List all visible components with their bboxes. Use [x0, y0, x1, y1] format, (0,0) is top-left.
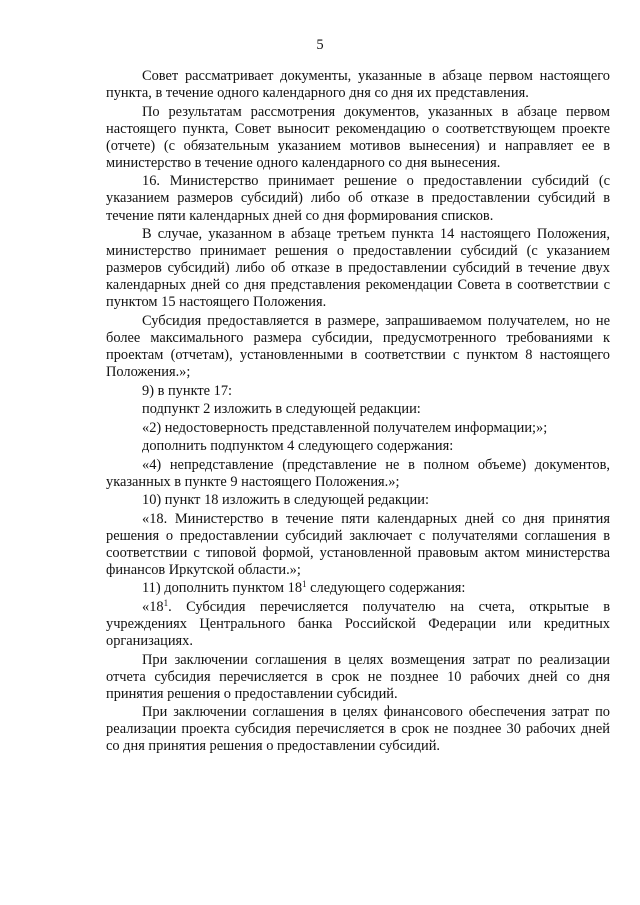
superscript: 1 [302, 579, 307, 590]
paragraph: «4) непредставление (представление не в полном объеме) документов, указанных в пункте 9 настоящего Положения.»; [106, 456, 610, 490]
paragraph: Субсидия предоставляется в размере, запрашиваемом получателем, но не более максимального размера субсидии, предусмотренного требованиями к проектам (отчетам), установленными в соответствии с пунктом 8 настоящего Положения.»; [106, 312, 610, 381]
paragraph: 9) в пункте 17: [142, 382, 233, 399]
paragraph: 10) пункт 18 изложить в следующей редакции: [142, 492, 429, 509]
paragraph-item-11 [106, 580, 610, 597]
paragraph: По результатам рассмотрения документов, указанных в абзаце первом настоящего пункта, Совет выносит рекомендацию о соответствующем проекте (отчете) (с обязательным указанием мотивов вынесения) и направляет ее в министерство в течение одного календарного со дня вынесения. [106, 103, 610, 171]
paragraph: «18. Министерство в течение пяти календарных дней со дня принятия решения о предоставлении субсидий заключает с получателями соглашения в соответствии с типовой формой, установленной правовым актом министерства финансов Иркутской области.»; [106, 510, 610, 578]
paragraph: Совет рассматривает документы, указанные в абзаце первом настоящего пункта, в течение одного календарного дня со дня их представления. [106, 68, 610, 102]
paragraph: подпункт 2 изложить в следующей редакции: [142, 401, 421, 418]
superscript: 1 [163, 597, 169, 608]
paragraph: При заключении соглашения в целях финансового обеспечения затрат по реализации проекта субсидия перечисляется в срок не позднее 30 рабочих дней со дня принятия решения о предоставлении субсидий. [106, 704, 610, 755]
paragraph: дополнить подпунктом 4 следующего содержания: [142, 438, 454, 455]
page-number: 5 [316, 37, 324, 53]
paragraph: При заключении соглашения в целях возмещения затрат по реализации отчета субсидия перечисляется в срок не позднее 10 рабочих дней со дня принятия решения о предоставлении субсидий. [106, 651, 610, 702]
item-11-text: 11) дополнить пунктом 18 [142, 580, 303, 597]
document-body [106, 68, 610, 757]
item-18-1-text: . Субсидия перечисляется получателю на счета, открытые в учреждениях Центрального банка Российской Федерации или кредитных организациях. [106, 598, 610, 650]
paragraph-item-18-1 [106, 599, 610, 650]
paragraph: 16. Министерство принимает решение о предоставлении субсидий (с указанием размеров субсидий) либо об отказе в предоставлении субсидий в течение пяти календарных дней со дня формирования списков. [106, 173, 610, 224]
item-18-1-number: «18 [142, 598, 164, 615]
paragraph: «2) недостоверность представленной получателем информации;»; [142, 419, 548, 436]
paragraph: В случае, указанном в абзаце третьем пункта 14 настоящего Положения, министерство принимает решения о предоставлении субсидий (с указанием размеров субсидий) либо об отказе в предоставлении субсидий в течение двух календарных дней со дня представления рекомендации Совета в соответствии с пунктом 15 настоящего Положения. [106, 226, 610, 311]
item-11-text-end: следующего содержания: [306, 580, 466, 597]
